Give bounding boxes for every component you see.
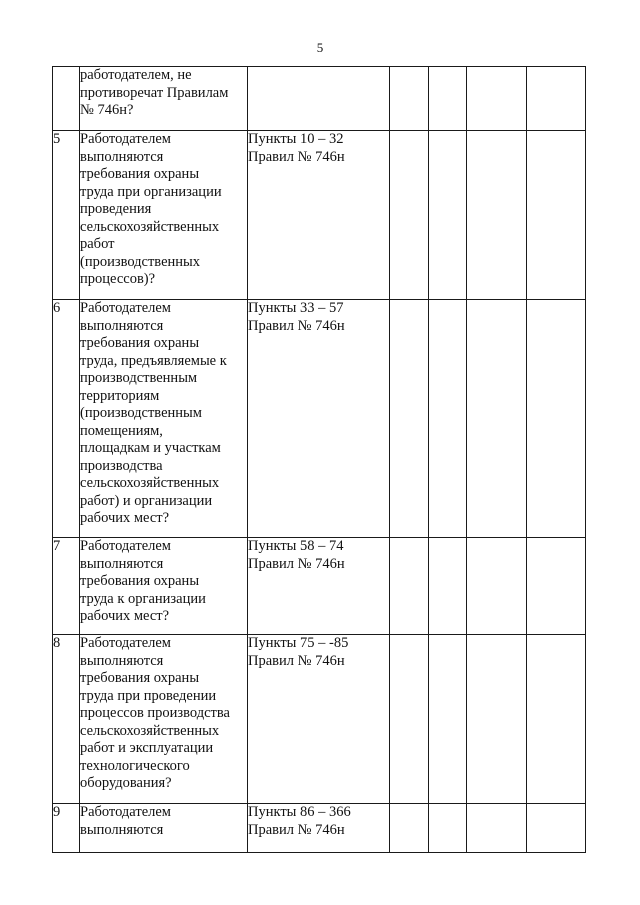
note-cell[interactable] [527,300,586,538]
table-row [53,635,586,804]
answer-yes-cell[interactable] [390,131,429,300]
reference-cell [248,67,390,131]
answer-no-cell[interactable] [429,635,467,804]
answer-yes-cell[interactable] [390,804,429,853]
reference-cell [248,131,390,300]
row-number: 8 [53,635,80,804]
row-number: 7 [53,538,80,635]
question-text: Работодателем выполняются [80,804,171,838]
page-number: 5 [316,40,324,55]
note-cell[interactable] [527,635,586,804]
answer-yes-cell[interactable] [390,67,429,131]
answer-yes-cell[interactable] [390,538,429,635]
not-applicable-cell[interactable] [467,67,527,131]
note-cell[interactable] [527,131,586,300]
reference-text: Пункты 10 – 32 Правил № 746н [248,131,345,165]
answer-no-cell[interactable] [429,67,467,131]
answer-yes-cell[interactable] [390,300,429,538]
row-number: 6 [53,300,80,538]
reference-cell [248,538,390,635]
reference-text: Пункты 75 – -85 Правил № 746н [248,635,349,669]
note-cell[interactable] [527,538,586,635]
question-cell [80,131,248,300]
question-cell [80,635,248,804]
not-applicable-cell[interactable] [467,300,527,538]
row-number: 5 [53,131,80,300]
note-cell[interactable] [527,67,586,131]
question-text: Работодателем выполняются требования охраны труда, предъявляемые к производственным территориям (производственным помещениям, площадкам и участкам производства сельскохозяйственных работ) и организации рабочих мест? [80,300,227,526]
not-applicable-cell[interactable] [467,804,527,853]
question-cell [80,300,248,538]
table-row [53,67,586,131]
row-number: 9 [53,804,80,853]
answer-yes-cell[interactable] [390,635,429,804]
checklist-table [52,66,586,853]
reference-text: Пункты 86 – 366 Правил № 746н [248,804,351,838]
table-row [53,804,586,853]
question-text: Работодателем выполняются требования охраны труда при проведении процессов производства сельскохозяйственных работ и эксплуатации технологического оборудования? [80,635,230,791]
reference-cell [248,300,390,538]
answer-no-cell[interactable] [429,804,467,853]
question-cell [80,804,248,853]
reference-text: Пункты 58 – 74 Правил № 746н [248,538,345,572]
not-applicable-cell[interactable] [467,131,527,300]
not-applicable-cell[interactable] [467,538,527,635]
reference-cell [248,635,390,804]
table-row [53,131,586,300]
note-cell[interactable] [527,804,586,853]
question-cell [80,67,248,131]
not-applicable-cell[interactable] [467,635,527,804]
table-row [53,300,586,538]
answer-no-cell[interactable] [429,131,467,300]
question-cell [80,538,248,635]
row-number [53,67,80,131]
reference-text: Пункты 33 – 57 Правил № 746н [248,300,345,334]
question-text: Работодателем выполняются требования охраны труда к организации рабочих мест? [80,538,206,624]
question-text: работодателем, не противоречат Правилам № 746н? [80,67,229,118]
answer-no-cell[interactable] [429,538,467,635]
table-row [53,538,586,635]
question-text: Работодателем выполняются требования охраны труда при организации проведения сельскохозяйственных работ (производственных процессов)? [80,131,222,287]
reference-cell [248,804,390,853]
answer-no-cell[interactable] [429,300,467,538]
